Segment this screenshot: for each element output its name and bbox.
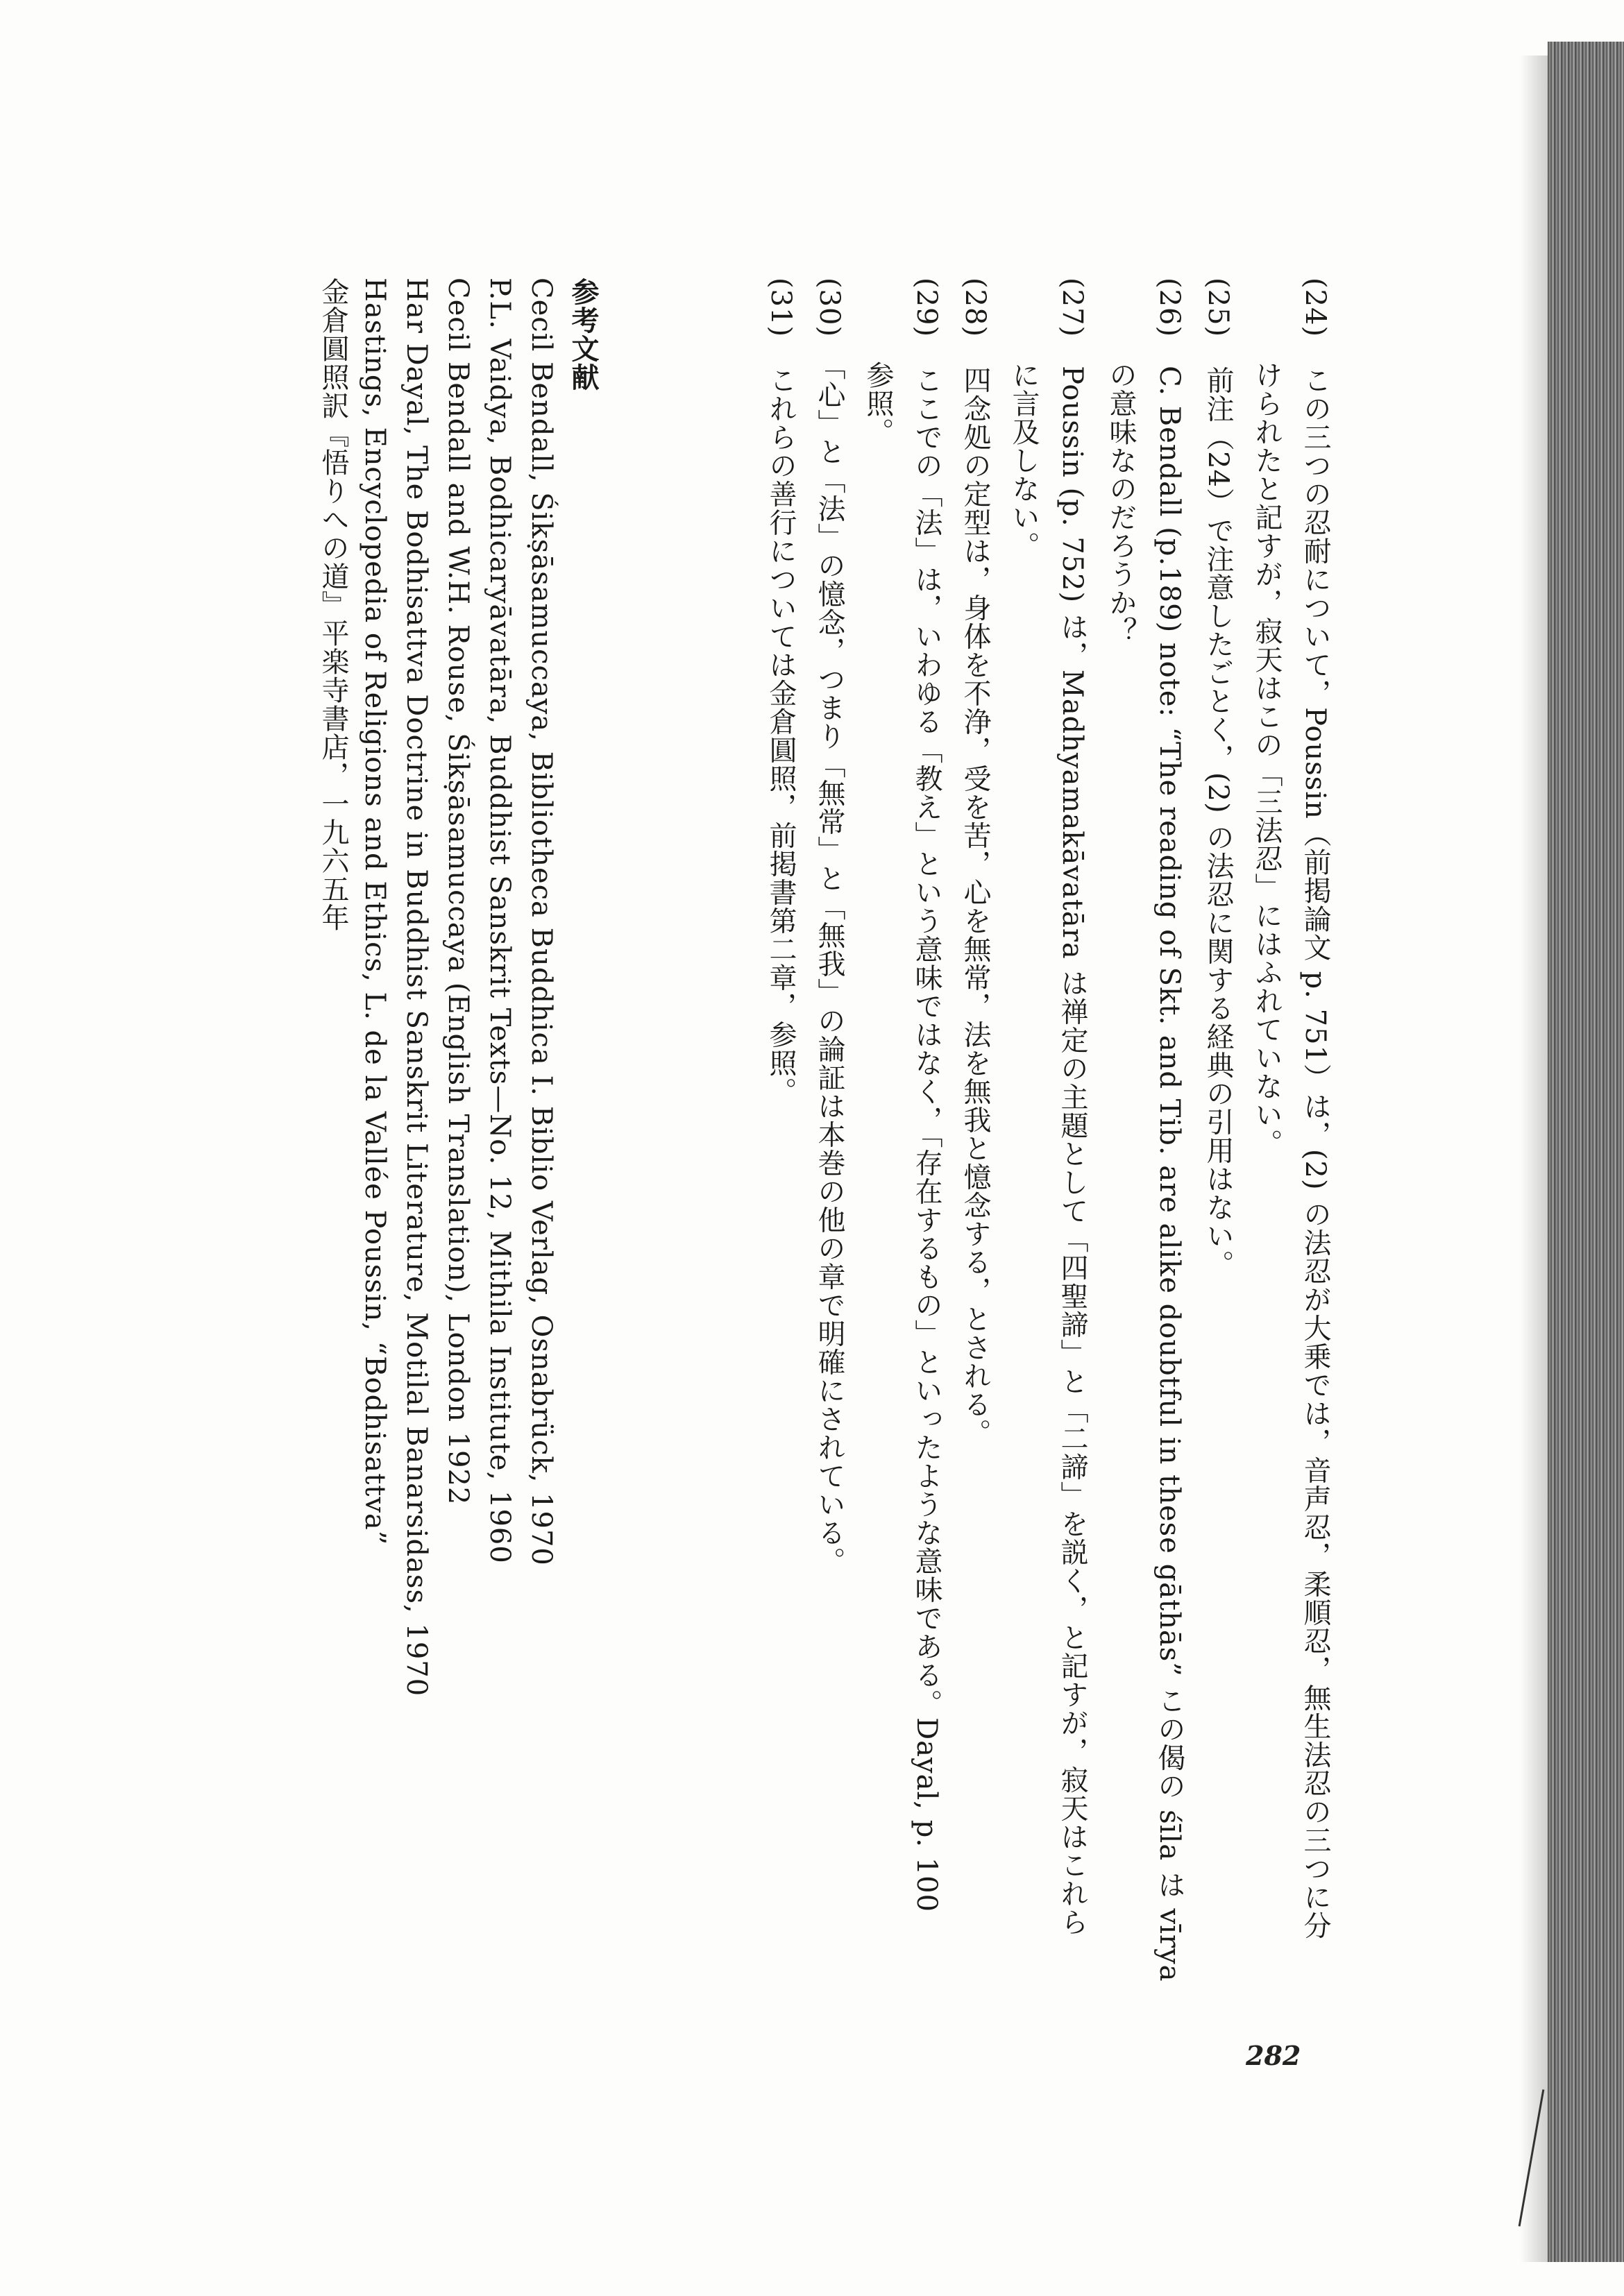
note-24-line-1: (24) この三つの忍耐について，Poussin（前掲論文 p. 751）は，(2) の法忍が大乗では，音声忍，柔順忍，無生法忍の三つに分 [1299, 278, 1331, 1940]
note-27-line-1: (27) Poussin (p. 752) は，Madhyamakāvatāra は禅定の主題として「四聖諦」と「二諦」を説く，と記すが，寂天はこれら [1056, 278, 1088, 1937]
bibliography-heading: 参考文献 [567, 278, 599, 391]
note-26-line-1: (26) C. Bendall (p.189) note: “The reading of Skt. and Tib. are alike doubtful in these gāthās” この偈の śīla は vīrya [1153, 278, 1185, 1982]
note-30-line-1: (30) 「心」と「法」の憶念，つまり「無常」と「無我」の論証は本巻の他の章で明確にされている。 [813, 278, 845, 1576]
bibliography-entry: Hastings, Encyclopedia of Religions and Ethics, L. de la Vallée Poussin, “Bodhisattva” [359, 278, 391, 1546]
notes-block [756, 278, 1339, 1982]
bibliography-entry: Cecil Bendall and W.H. Rouse, Śikṣāsamuccaya (English Translation), London 1922 [442, 278, 474, 1506]
page-number: 282 [1246, 2040, 1301, 2071]
bibliography-entry: P.L. Vaidya, Bodhicaryāvatāra, Buddhist Sanskrit Texts—No. 12, Mithila Institute, 1960 [484, 278, 516, 1564]
note-24-line-2: けられたと記すが，寂天はこの「三法忍」にはふれていない。 [1251, 361, 1283, 1157]
binding-shadow [1520, 56, 1548, 2262]
note-29-line-2: 参照。 [862, 361, 894, 446]
note-26-line-2: の意味なのだろうか？ [1105, 361, 1137, 645]
bibliography-entry: Cecil Bendall, Śikṣāsamuccaya, Bibliotheca Buddhica I. Biblio Verlag, Osnabrück, 1970 [525, 278, 557, 1566]
note-29-line-1: (29) ここでの「法」は，いわゆる「教え」という意味ではなく，「存在するもの」といったような意味である。Dayal, p. 100 [911, 278, 942, 1913]
bibliography-entry: Har Dayal, The Bodhisattva Doctrine in Buddhist Sanskrit Literature, Motilal Banarsidass, 1970 [400, 278, 432, 1697]
bibliography-entry: 金倉圓照訳『悟りへの道』平楽寺書店，一九六五年 [317, 278, 349, 932]
bibliography-block [312, 278, 604, 1908]
note-28-line-1: (28) 四念処の定型は，身体を不浄，受を苦，心を無常，法を無我と憶念する，とされる。 [959, 278, 991, 1447]
note-27-line-2: に言及しない。 [1008, 361, 1040, 560]
book-binding-edge [1548, 42, 1624, 2262]
note-25-line-1: (25) 前注（24）で注意したごとく，(2) の法忍に関する経典の引用はない。 [1202, 278, 1234, 1279]
note-31-line-1: (31) これらの善行については金倉圓照，前掲書第二章，参照。 [765, 278, 797, 1106]
